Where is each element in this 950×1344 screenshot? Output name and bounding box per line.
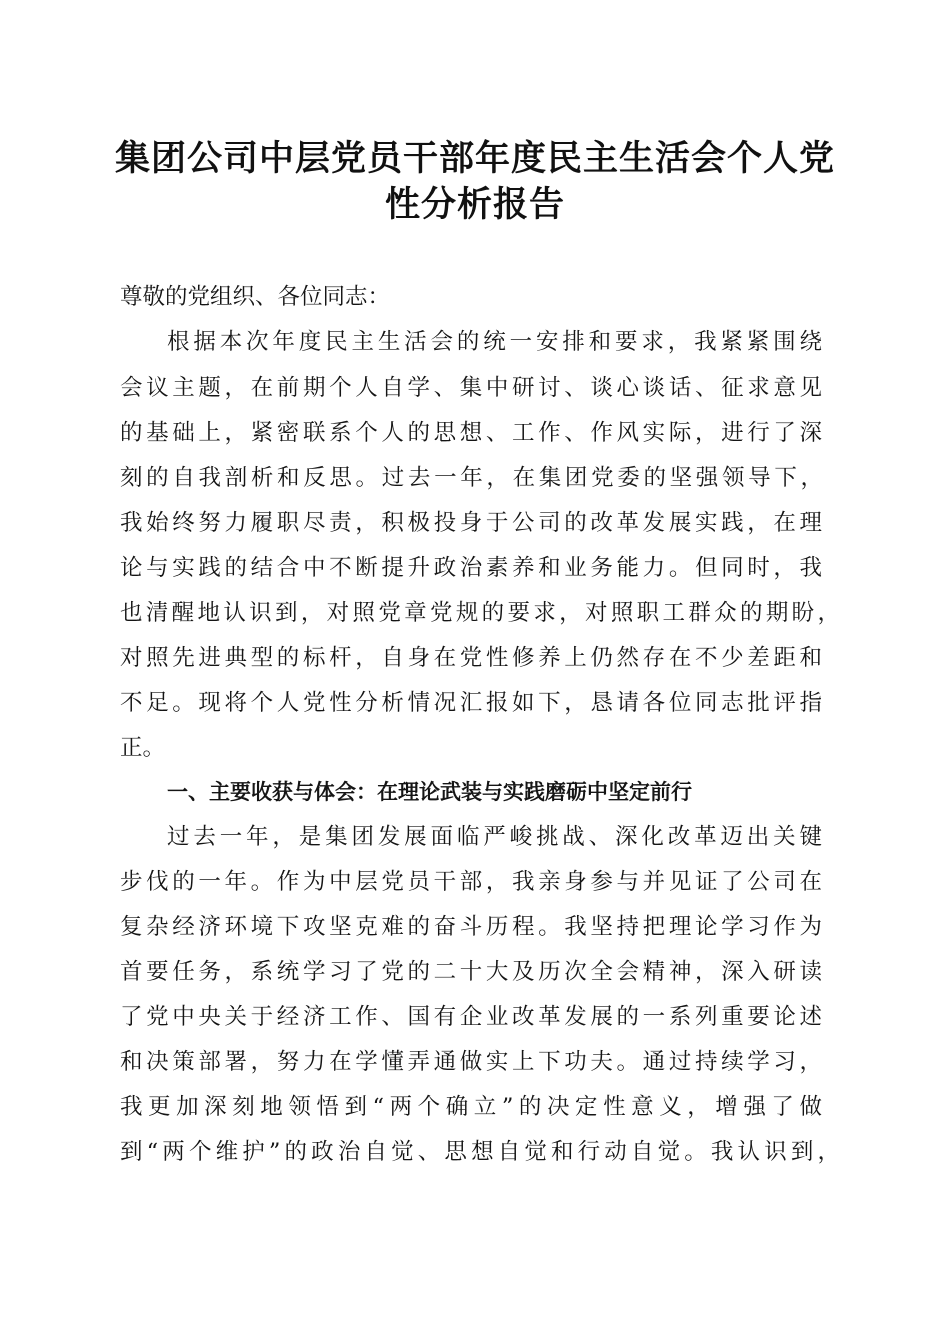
paragraph1-line-1: 根据本次年度民主生活会的统一安排和要求，我紧紧围绕: [167, 329, 822, 355]
section-1-heading: 一、主要收获与体会：在理论武装与实践磨砺中坚定前行: [167, 780, 692, 804]
paragraph2-line-6: 和决策部署，努力在学懂弄通做实上下功夫。通过持续学习，: [120, 1049, 822, 1075]
paragraph2-line-8: 到“两个维护”的政治自觉、思想自觉和行动自觉。我认识到，: [120, 1139, 840, 1165]
paragraph1-line-10: 正。: [120, 735, 166, 761]
paragraph1-line-3: 的基础上，紧密联系个人的思想、工作、作风实际，进行了深: [120, 420, 822, 446]
salutation: 尊敬的党组织、各位同志：: [120, 284, 391, 310]
paragraph1-line-8: 对照先进典型的标杆，自身在党性修养上仍然存在不少差距和: [120, 645, 822, 671]
paragraph1-line-7: 也清醒地认识到，对照党章党规的要求，对照职工群众的期盼，: [120, 600, 840, 626]
paragraph1-line-2: 会议主题，在前期个人自学、集中研讨、谈心谈话、征求意见: [120, 375, 822, 401]
paragraph1-line-9: 不足。现将个人党性分析情况汇报如下，恳请各位同志批评指: [120, 690, 822, 716]
paragraph1-line-6: 论与实践的结合中不断提升政治素养和业务能力。但同时，我: [120, 555, 822, 581]
paragraph2-line-3: 复杂经济环境下攻坚克难的奋斗历程。我坚持把理论学习作为: [120, 914, 822, 940]
paragraph2-line-5: 了党中央关于经济工作、国有企业改革发展的一系列重要论述: [120, 1004, 822, 1030]
paragraph1-line-4: 刻的自我剖析和反思。过去一年，在集团党委的坚强领导下，: [120, 465, 823, 491]
paragraph2-line-4: 首要任务，系统学习了党的二十大及历次全会精神，深入研读: [120, 959, 822, 985]
paragraph2-line-7: 我更加深刻地领悟到“两个确立”的决定性意义，增强了做: [120, 1094, 822, 1120]
paragraph1-line-5: 我始终努力履职尽责，积极投身于公司的改革发展实践，在理: [120, 510, 822, 536]
paragraph2-line-1: 过去一年，是集团发展面临严峻挑战、深化改革迈出关键: [167, 824, 822, 850]
document-title-line-2: 性分析报告: [384, 184, 565, 225]
document-title-line-1: 集团公司中层党员干部年度民主生活会个人党: [114, 138, 835, 179]
paragraph2-line-2: 步伐的一年。作为中层党员干部，我亲身参与并见证了公司在: [120, 869, 822, 895]
